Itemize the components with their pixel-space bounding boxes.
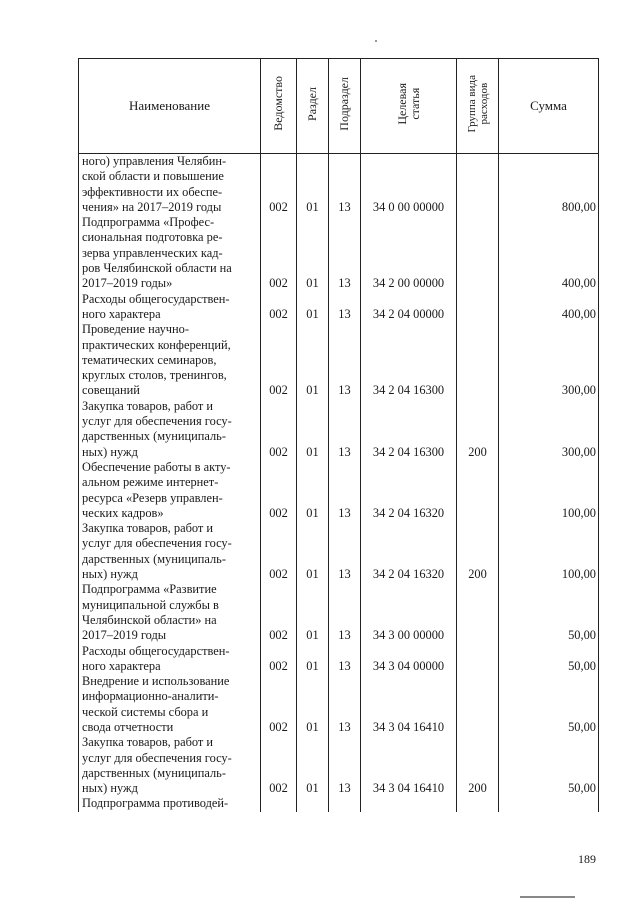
row-dept: 002	[261, 460, 297, 521]
row-sum: 50,00	[499, 644, 599, 675]
row-target: 34 2 04 16320	[361, 521, 457, 582]
row-exp-group	[457, 582, 499, 643]
row-section: 01	[297, 322, 329, 398]
table-row	[79, 582, 599, 643]
row-subsection: 13	[329, 215, 361, 291]
row-name: Проведение научно- практических конференций, тематических семинаров, круглых столов, тренингов, совещаний	[79, 322, 261, 398]
table-row	[79, 460, 599, 521]
row-target: 34 2 04 00000	[361, 292, 457, 323]
row-sum: 100,00	[499, 521, 599, 582]
row-section: 01	[297, 215, 329, 291]
budget-table	[78, 58, 599, 812]
row-section: 01	[297, 644, 329, 675]
row-section: 01	[297, 399, 329, 460]
row-target: 34 2 04 16300	[361, 399, 457, 460]
row-exp-group	[457, 644, 499, 675]
row-target: 34 2 00 00000	[361, 215, 457, 291]
table-row	[79, 521, 599, 582]
row-target: 34 3 00 00000	[361, 582, 457, 643]
scan-speck	[375, 40, 377, 42]
table-row	[79, 796, 599, 811]
row-exp-group	[457, 796, 499, 811]
table-header	[79, 59, 599, 154]
table-row	[79, 154, 599, 216]
header-exp-group: Группа вида расходов	[465, 74, 490, 133]
header-section-cell	[297, 59, 329, 154]
row-dept: 002	[261, 735, 297, 796]
row-exp-group	[457, 215, 499, 291]
row-target: 34 3 04 16410	[361, 674, 457, 735]
row-exp-group: 200	[457, 399, 499, 460]
row-subsection: 13	[329, 292, 361, 323]
row-target: 34 2 04 16320	[361, 460, 457, 521]
row-name: Закупка товаров, работ и услуг для обеспечения госу- дарственных (муниципаль- ных) нужд	[79, 521, 261, 582]
scan-mark	[520, 896, 575, 898]
row-sum: 400,00	[499, 292, 599, 323]
header-dept: Ведомство	[271, 76, 285, 131]
row-target	[361, 796, 457, 811]
row-subsection: 13	[329, 322, 361, 398]
row-name: Расходы общегосударствен- ного характера	[79, 292, 261, 323]
row-dept: 002	[261, 674, 297, 735]
row-exp-group	[457, 292, 499, 323]
table-row	[79, 215, 599, 291]
row-sum: 400,00	[499, 215, 599, 291]
row-exp-group: 200	[457, 735, 499, 796]
table-row	[79, 674, 599, 735]
row-subsection: 13	[329, 735, 361, 796]
row-dept: 002	[261, 399, 297, 460]
row-sum: 50,00	[499, 582, 599, 643]
row-section	[297, 796, 329, 811]
row-exp-group	[457, 460, 499, 521]
row-name: Подпрограмма противодей-	[79, 796, 261, 811]
row-sum: 50,00	[499, 735, 599, 796]
header-target: Целевая статья	[394, 82, 422, 125]
row-section: 01	[297, 521, 329, 582]
row-target: 34 3 04 16410	[361, 735, 457, 796]
header-group-cell	[457, 59, 499, 154]
row-dept: 002	[261, 644, 297, 675]
row-sum: 800,00	[499, 154, 599, 216]
row-dept: 002	[261, 215, 297, 291]
row-dept: 002	[261, 322, 297, 398]
table-row	[79, 292, 599, 323]
row-subsection: 13	[329, 460, 361, 521]
row-subsection: 13	[329, 674, 361, 735]
row-subsection: 13	[329, 644, 361, 675]
table-row	[79, 399, 599, 460]
row-subsection	[329, 796, 361, 811]
row-section: 01	[297, 674, 329, 735]
header-section: Раздел	[305, 86, 319, 121]
row-section: 01	[297, 460, 329, 521]
row-section: 01	[297, 154, 329, 216]
header-subsection: Подраздел	[337, 76, 351, 131]
row-sum: 100,00	[499, 460, 599, 521]
header-subsection-cell	[329, 59, 361, 154]
row-subsection: 13	[329, 399, 361, 460]
row-name: Закупка товаров, работ и услуг для обеспечения госу- дарственных (муниципаль- ных) нужд	[79, 399, 261, 460]
table-row	[79, 644, 599, 675]
row-subsection: 13	[329, 582, 361, 643]
row-name: Внедрение и использование информационно-аналити- ческой системы сбора и свода отчетности	[79, 674, 261, 735]
row-dept: 002	[261, 582, 297, 643]
row-target: 34 0 00 00000	[361, 154, 457, 216]
page-number: 189	[578, 852, 596, 866]
header-target-cell	[361, 59, 457, 154]
row-exp-group	[457, 322, 499, 398]
row-dept	[261, 796, 297, 811]
row-exp-group: 200	[457, 521, 499, 582]
row-name: Подпрограмма «Профес- сиональная подготовка ре- зерва управленческих кад- ров Челябинской области на 2017–2019 годы»	[79, 215, 261, 291]
row-dept: 002	[261, 292, 297, 323]
row-exp-group	[457, 674, 499, 735]
header-sum: Сумма	[499, 59, 599, 154]
row-exp-group	[457, 154, 499, 216]
row-section: 01	[297, 582, 329, 643]
row-target: 34 2 04 16300	[361, 322, 457, 398]
row-section: 01	[297, 735, 329, 796]
row-name: Закупка товаров, работ и услуг для обеспечения госу- дарственных (муниципаль- ных) нужд	[79, 735, 261, 796]
table-row	[79, 322, 599, 398]
header-dept-cell	[261, 59, 297, 154]
row-section: 01	[297, 292, 329, 323]
row-name: Подпрограмма «Развитие муниципальной службы в Челябинской области» на 2017–2019 годы	[79, 582, 261, 643]
row-sum: 50,00	[499, 674, 599, 735]
row-name: Расходы общегосударствен- ного характера	[79, 644, 261, 675]
row-target: 34 3 04 00000	[361, 644, 457, 675]
header-name: Наименование	[79, 59, 261, 154]
table-row	[79, 735, 599, 796]
row-name: Обеспечение работы в акту- альном режиме интернет- ресурса «Резерв управлен- ческих кадров»	[79, 460, 261, 521]
table-body	[79, 154, 599, 812]
row-subsection: 13	[329, 154, 361, 216]
row-dept: 002	[261, 521, 297, 582]
row-sum: 300,00	[499, 322, 599, 398]
row-name: ного) управления Челябин- ской области и повышение эффективности их обеспе- чения» на 2017–2019 годы	[79, 154, 261, 216]
row-subsection: 13	[329, 521, 361, 582]
row-sum	[499, 796, 599, 811]
row-dept: 002	[261, 154, 297, 216]
row-sum: 300,00	[499, 399, 599, 460]
